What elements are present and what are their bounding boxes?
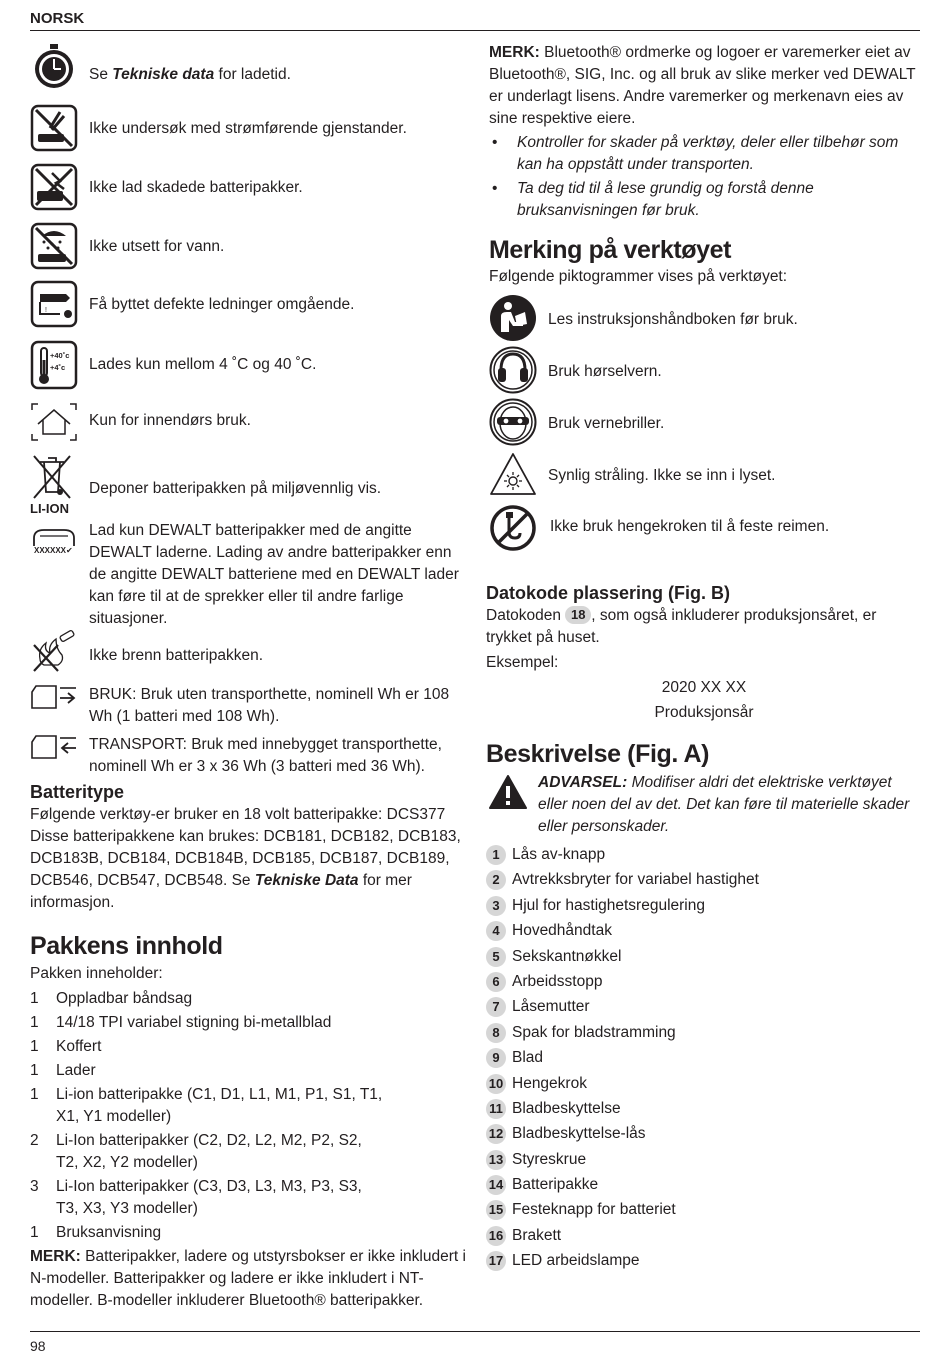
- part-label: Lås av-knapp: [512, 846, 606, 863]
- warning-text: ADVARSEL: Modifiser aldri det elektriske verktøyet eller noen del av det. Det kan føre til materielle skader eller personskader.: [538, 774, 910, 835]
- part-label: Styreskrue: [512, 1150, 587, 1168]
- part-item: [486, 1047, 922, 1072]
- item-text: 14/18 TPI variabel stigning bi-metallblad: [56, 1014, 332, 1031]
- svg-text:!: !: [45, 307, 47, 314]
- list-item: [30, 1012, 466, 1034]
- part-number-badge: 12: [486, 1124, 506, 1144]
- no-water-icon: [30, 222, 78, 270]
- package-section: [30, 930, 466, 1312]
- datecode-example-label: Eksempel:: [486, 654, 559, 671]
- item-quantity: 1: [30, 1086, 39, 1103]
- part-label: Låsemutter: [512, 998, 590, 1016]
- item-quantity: 2: [30, 1132, 39, 1149]
- charger-model-label: XXXXXX✔: [34, 546, 73, 555]
- part-number-badge: 2: [486, 870, 506, 890]
- symbol-text: Lad kun DEWALT batteripakker med de angitte DEWALT laderne. Lading av andre batteripakker enn de angitte DEWALT batteriene med en DEWALT lader kan føre til at de sprekker eller til andre farlige situasjoner.: [89, 522, 459, 627]
- datecode-example: 2020 XX XX: [661, 679, 747, 696]
- part-item: [486, 895, 922, 920]
- li-ion-label: LI-ION: [30, 501, 69, 516]
- symbol-text: Få byttet defekte ledninger omgående.: [89, 296, 355, 313]
- part-label: Blad: [512, 1049, 544, 1067]
- part-item: [486, 1098, 922, 1123]
- thermometer-high-label: +40˚c: [50, 351, 70, 360]
- part-item: [486, 996, 922, 1021]
- part-number-badge: 16: [486, 1226, 506, 1246]
- list-item: [30, 1222, 466, 1244]
- part-number-badge: 14: [486, 1175, 506, 1195]
- transport-mode-icon: [30, 732, 78, 762]
- item-text: Bruksanvisning: [56, 1224, 162, 1241]
- part-number-badge: 4: [486, 921, 506, 941]
- no-hook-strap-icon: [489, 504, 537, 552]
- bullet-list: [486, 132, 922, 222]
- item-quantity: 1: [30, 1014, 39, 1031]
- list-item: • Ta deg tid til å lese grundig og forstå denne bruksanvisningen før bruk.: [492, 180, 814, 219]
- item-text: Lader: [56, 1062, 96, 1079]
- symbol-text: Kun for innendørs bruk.: [89, 412, 251, 429]
- marking-intro: Følgende piktogrammer vises på verktøyet:: [489, 268, 788, 285]
- part-label: Bladbeskyttelse: [512, 1099, 621, 1117]
- part-label: Festeknapp for batteriet: [512, 1201, 676, 1219]
- part-number-badge: 5: [486, 947, 506, 967]
- battery-type-compat: Disse batteripakkene kan brukes: DCB181, DCB182, DCB183, DCB183B, DCB184, DCB184B, DCB185, DCB187, DCB189, DCB546, DCB547, DCB548. Se Tekniske Data for mer informasjon.: [30, 828, 461, 911]
- part-label: Bladbeskyttelse-lås: [512, 1125, 646, 1143]
- list-item: [30, 988, 466, 1010]
- item-quantity: 3: [30, 1178, 39, 1195]
- warning-block: [486, 772, 922, 844]
- read-manual-icon: [489, 294, 537, 342]
- item-text: Li-Ion batteripakker (C2, D2, L2, M2, P2, S2, T2, X2, Y2 modeller): [56, 1132, 362, 1171]
- list-item: [30, 1176, 466, 1220]
- replace-cord-icon: [30, 280, 78, 328]
- list-item: [30, 1130, 466, 1174]
- symbol-text: BRUK: Bruk uten transporthette, nominell Wh er 108 Wh (1 batteri med 108 Wh).: [89, 686, 450, 725]
- part-item: [486, 1250, 922, 1275]
- part-item: [486, 1174, 922, 1199]
- part-item: [486, 946, 922, 971]
- package-heading: Pakkens innhold: [30, 932, 223, 960]
- part-item: [486, 844, 922, 869]
- hearing-protection-icon: [489, 346, 537, 394]
- right-column: [486, 42, 922, 1270]
- part-label: LED arbeidslampe: [512, 1252, 640, 1270]
- use-mode-icon: [30, 682, 78, 712]
- eye-protection-icon: [489, 398, 537, 446]
- no-conductive-objects-icon: [30, 104, 78, 152]
- part-label: Brakett: [512, 1226, 562, 1244]
- item-text: Koffert: [56, 1038, 102, 1055]
- part-label: Hjul for hastighetsregulering: [512, 896, 705, 914]
- footer-divider: [30, 1331, 920, 1332]
- item-quantity: 1: [30, 1224, 39, 1241]
- part-number-badge: 7: [486, 997, 506, 1017]
- battery-type-section: [30, 780, 466, 914]
- part-item: [486, 1225, 922, 1250]
- part-number-badge: 3: [486, 896, 506, 916]
- item-text: Oppladbar båndsag: [56, 990, 193, 1007]
- symbol-text: Ikke brenn batteripakken.: [89, 647, 264, 664]
- thermometer-icon: [30, 340, 78, 390]
- part-item: [486, 971, 922, 996]
- stopwatch-icon: [30, 42, 78, 90]
- item-quantity: 1: [30, 1062, 39, 1079]
- item-text: Li-Ion batteripakker (C3, D3, L3, M3, P3, S3, T3, X3, Y3 modeller): [56, 1178, 362, 1217]
- list-item: • Kontroller for skader på verktøy, deler eller tilbehør som kan ha oppstått under transporten.: [492, 134, 899, 173]
- indoor-house-icon: [30, 402, 78, 442]
- part-item: [486, 1149, 922, 1174]
- datecode-heading: Datokode plassering (Fig. B): [486, 583, 731, 603]
- datecode-text: Datokoden 18 , som også inkluderer produksjonsåret, er trykket på huset.: [486, 607, 877, 646]
- part-label: Hengekrok: [512, 1074, 587, 1092]
- pictogram-text: Les instruksjonshåndboken før bruk.: [548, 311, 798, 328]
- part-label: Sekskantnøkkel: [512, 947, 622, 965]
- symbol-text: Ikke undersøk med strømførende gjenstander.: [89, 120, 407, 137]
- pictogram-row: [489, 294, 922, 344]
- pictogram-text: Bruk vernebriller.: [548, 415, 665, 432]
- pictogram-row: [489, 398, 922, 448]
- package-note: MERK: Batteripakker, ladere og utstyrsbokser er ikke inkludert i N-modeller. Batteripakker og ladere er ikke inkludert i NT-modeller. B-modeller inkluderer Bluetooth® batteripakker.: [30, 1248, 466, 1309]
- datecode-section: [486, 581, 922, 724]
- part-label: Hovedhåndtak: [512, 922, 612, 940]
- part-number-badge: 1: [486, 845, 506, 865]
- part-number-badge: 8: [486, 1023, 506, 1043]
- pictogram-text: Bruk hørselvern.: [548, 363, 662, 380]
- symbol-row-charge-time: [30, 42, 466, 82]
- pictogram-row: [489, 504, 922, 554]
- part-label: Spak for bladstramming: [512, 1023, 676, 1041]
- no-damaged-battery-icon: [30, 163, 78, 211]
- battery-type-heading: Batteritype: [30, 782, 125, 802]
- part-number-badge: 10: [486, 1074, 506, 1094]
- datecode-example-caption: Produksjonsår: [654, 704, 754, 721]
- pictogram-row: [489, 450, 922, 500]
- description-heading: Beskrivelse (Fig. A): [486, 740, 710, 768]
- battery-type-line: Følgende verktøy-er bruker en 18 volt batteripakke: DCS377: [30, 806, 446, 823]
- list-item: [30, 1036, 466, 1058]
- symbol-text: Ikke utsett for vann.: [89, 238, 225, 255]
- part-item: [486, 1199, 922, 1224]
- thermometer-low-label: +4˚c: [50, 363, 66, 372]
- part-item: [486, 1073, 922, 1098]
- header-divider: [30, 30, 920, 31]
- symbol-text: Lades kun mellom 4 ˚C og 40 ˚C.: [89, 356, 317, 373]
- parts-list: [486, 844, 922, 1276]
- marking-section: [489, 234, 922, 535]
- part-item: [486, 920, 922, 945]
- no-fire-icon: [30, 625, 78, 673]
- package-list: [30, 988, 466, 1244]
- part-item: [486, 1123, 922, 1148]
- part-label: Avtrekksbryter for variabel hastighet: [512, 871, 759, 889]
- list-item: [30, 1060, 466, 1082]
- visible-radiation-icon: [489, 450, 537, 498]
- symbol-text: TRANSPORT: Bruk med innebygget transporthette, nominell Wh er 3 x 36 Wh (3 batteri med 36 Wh).: [89, 736, 442, 775]
- marking-heading: Merking på verktøyet: [489, 236, 732, 264]
- callout-number-badge: 18: [565, 606, 591, 624]
- pictogram-row: [489, 346, 922, 396]
- part-label: Batteripakke: [512, 1176, 599, 1194]
- description-section: [486, 738, 922, 1276]
- part-number-badge: 15: [486, 1200, 506, 1220]
- part-item: [486, 1022, 922, 1047]
- page-number: 98: [30, 1338, 46, 1354]
- section-language-label: NORSK: [30, 10, 85, 27]
- part-item: [486, 869, 922, 894]
- part-number-badge: 13: [486, 1150, 506, 1170]
- part-number-badge: 17: [486, 1251, 506, 1271]
- bluetooth-note: MERK: Bluetooth® ordmerke og logoer er varemerker eiet av Bluetooth®, SIG, Inc. og all bruk av slike merker ved DEWALT er underlagt lisens. Andre varemerker og merkenavn eies av sine respektive eiere.: [489, 44, 916, 127]
- part-number-badge: 9: [486, 1048, 506, 1068]
- item-quantity: 1: [30, 990, 39, 1007]
- warning-triangle-icon: [488, 774, 528, 810]
- item-quantity: 1: [30, 1038, 39, 1055]
- part-number-badge: 11: [486, 1099, 506, 1119]
- symbol-text: Ikke lad skadede batteripakker.: [89, 179, 303, 196]
- part-number-badge: 6: [486, 972, 506, 992]
- symbol-text-charge-time: Se Tekniske data for ladetid.: [89, 66, 291, 83]
- crossed-bin-icon: [32, 452, 72, 500]
- pictogram-text: Synlig stråling. Ikke se inn i lyset.: [548, 467, 776, 484]
- symbol-text: Deponer batteripakken på miljøvennlig vis.: [89, 480, 382, 497]
- list-item: [30, 1084, 466, 1128]
- item-text: Li-ion batteripakke (C1, D1, L1, M1, P1, S1, T1, X1, Y1 modeller): [56, 1086, 383, 1125]
- part-label: Arbeidsstopp: [512, 972, 603, 990]
- package-intro: Pakken inneholder:: [30, 965, 163, 982]
- pictogram-text: Ikke bruk hengekroken til å feste reimen.: [550, 518, 830, 535]
